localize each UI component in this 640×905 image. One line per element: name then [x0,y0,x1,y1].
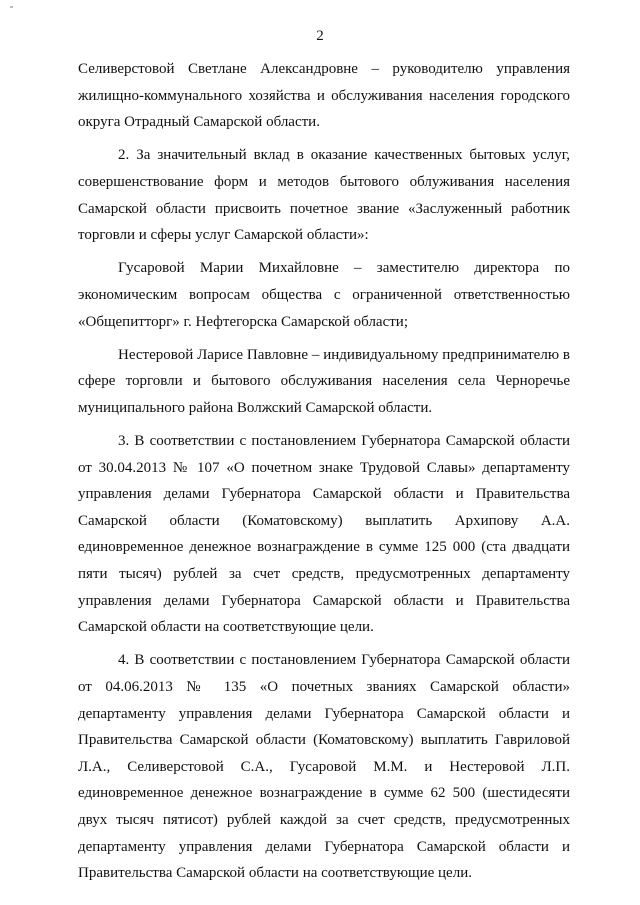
document-body [78,56,570,887]
page-number: 2 [316,28,324,44]
paragraph-awardee-nesterova: Нестеровой Ларисе Павловне – индивидуальному предпринимателю в сфере торговли и бытового обслуживания населения села Черноречье муниципального района Волжский Самарской области. [78,346,570,416]
paragraph-awardee-gusarova: Гусаровой Марии Михайловне – заместителю директора по экономическим вопросам общества с ограниченной ответственностью «Общепитторг» г. Нефтегорска Самарской области; [78,260,570,330]
paragraph-item-2: 2. За значительный вклад в оказание качественных бытовых услуг, совершенствование форм и методов бытового облуживания населения Самарской области присвоить почетное звание «Заслуженный работник торговли и сферы услуг Самарской области»: [78,147,570,244]
paragraph-item-3: 3. В соответствии с постановлением Губернатора Самарской области от 30.04.2013 № 107 «О почетном знаке Трудовой Славы» департаменту управления делами Губернатора Самарской области и Правительства Самарской области (Коматовскому) выплатить Архипову А.А. единовременное денежное вознаграждение в сумме 125 000 (ста двадцати пяти тысяч) рублей за счет средств, предусмотренных департаменту управления делами Губернатора Самарской области и Правительства Самарской области на соответствующие цели. [78,433,570,636]
paragraph-continuation: Селиверстовой Светлане Александровне – руководителю управления жилищно-коммунального хозяйства и обслуживания населения городского округа Отрадный Самарской области. [78,61,570,131]
scan-mark [10,6,13,8]
paragraph-item-4: 4. В соответствии с постановлением Губернатора Самарской области от 04.06.2013 № 135 «О почетных званиях Самарской области» департаменту управления делами Губернатора Самарской области и Правительства Самарской области (Коматовскому) выплатить Гавриловой Л.А., Селиверстовой С.А., Гусаровой М.М. и Нестеровой Л.П. единовременное денежное вознаграждение в сумме 62 500 (шестидесяти двух тысяч пятисот) рублей каждой за счет средств, предусмотренных департаменту управления делами Губернатора Самарской области и Правительства Самарской области на соответствующие цели. [78,652,570,882]
